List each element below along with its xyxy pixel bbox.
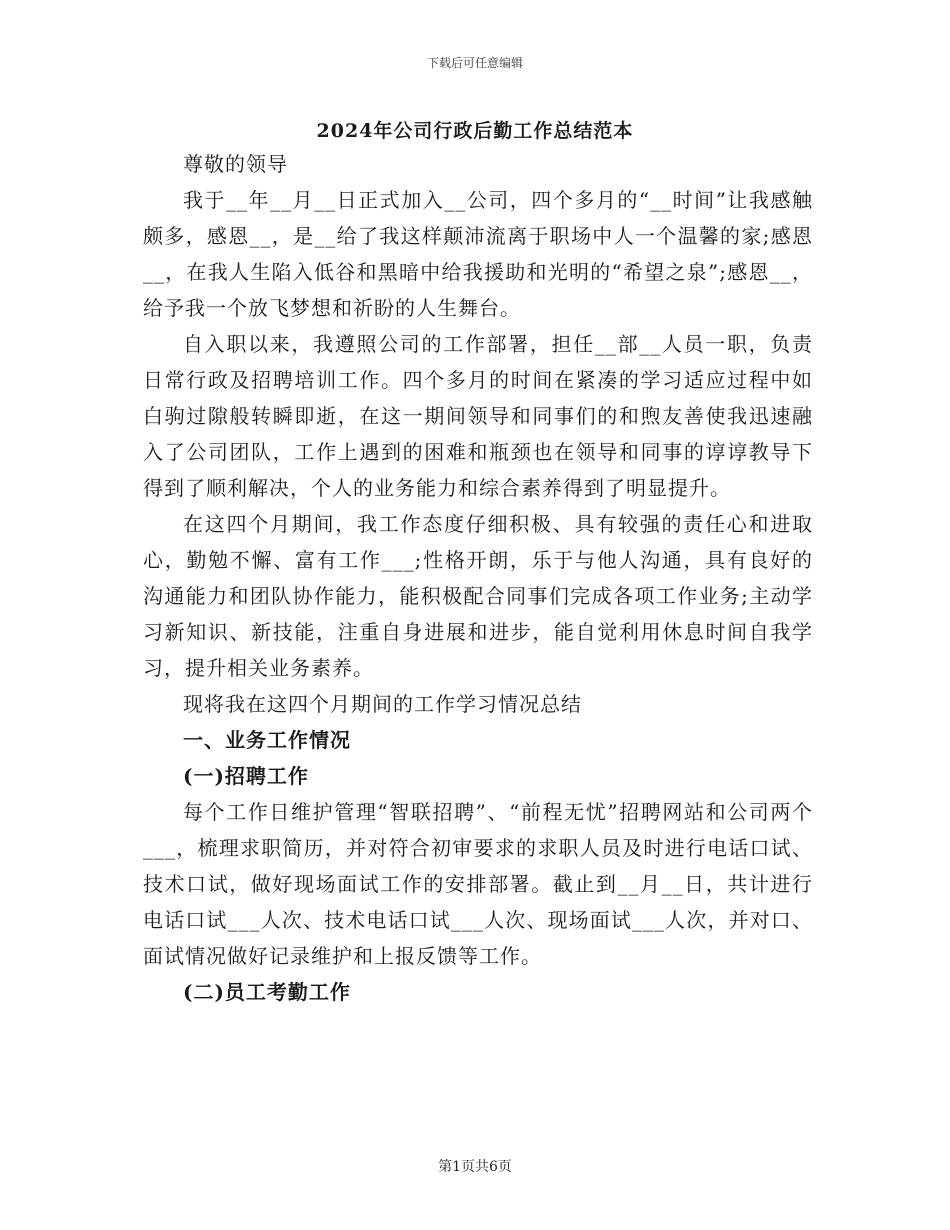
document-body [143,146,813,1010]
paragraph-3: 在这四个月期间，我工作态度仔细积极、具有较强的责任心和进取心，勤勉不懈、富有工作___;性格开朗，乐于与他人沟通，具有良好的沟通能力和团队协作能力，能积极配合同事们完成各项工作业务;主动学习新知识、新技能，注重自身进展和进步，能自觉利用休息时间自我学习，提升相关业务素养。 [143,512,813,680]
paragraph-1: 我于__年__月__日正式加入__公司，四个多月的“__时间”让我感触颇多，感恩__，是__给了我这样颠沛流离于职场中人一个温馨的家;感恩__，在我人生陷入低谷和黑暗中给我援助和光明的“希望之泉”;感恩__，给予我一个放飞梦想和祈盼的人生舞台。 [143,188,813,320]
page-footer: 第1页共6页 [438,1159,512,1175]
subsection-1-text: 每个工作日维护管理“智联招聘”、“前程无忧”招聘网站和公司两个___，梳理求职简历，并对符合初审要求的求职人员及时进行电话口试、技术口试，做好现场面试工作的安排部署。截止到__月__日，共计进行电话口试___人次、技术电话口试___人次、现场面试___人次，并对口、面试情况做好记录维护和上报反馈等工作。 [143,800,813,968]
subsection-heading-1: (一)招聘工作 [183,764,309,788]
document-title: 2024年公司行政后勤工作总结范本 [316,120,634,142]
header-note: 下载后可任意编辑 [426,56,523,70]
summary-intro: 现将我在这四个月期间的工作学习情况总结 [183,692,582,716]
subsection-heading-2: (二)员工考勤工作 [183,980,351,1004]
paragraph-2: 自入职以来，我遵照公司的工作部署，担任__部__人员一职，负责日常行政及招聘培训工作。四个多月的时间在紧凑的学习适应过程中如白驹过隙般转瞬即逝，在这一期间领导和同事们的和煦友善使我迅速融入了公司团队，工作上遇到的困难和瓶颈也在领导和同事的谆谆教导下得到了顺利解决，个人的业务能力和综合素养得到了明显提升。 [143,332,813,500]
section-heading-1: 一、业务工作情况 [183,728,351,752]
greeting: 尊敬的领导 [183,152,288,176]
